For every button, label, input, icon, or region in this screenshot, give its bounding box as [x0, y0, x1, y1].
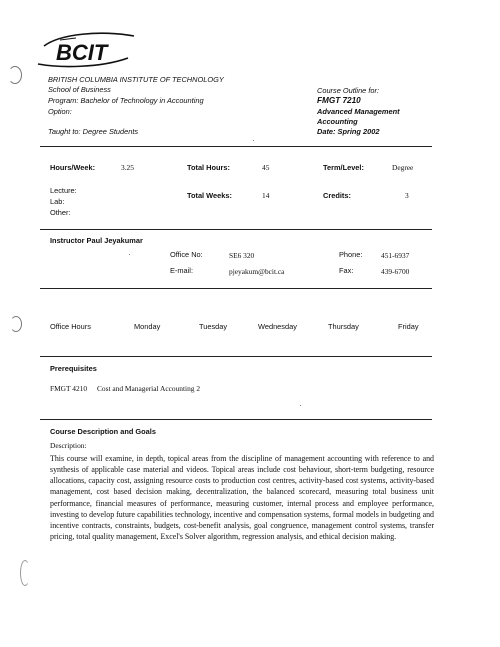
fax-label: Fax: — [339, 266, 354, 275]
email-label: E-mail: — [170, 266, 193, 275]
term-level-label: Term/Level: — [323, 163, 364, 172]
lab-label: Lab: — [50, 197, 65, 206]
svg-text:BCIT: BCIT — [56, 40, 108, 65]
day-tuesday: Tuesday — [199, 322, 228, 331]
course-title-line-1: Advanced Management — [317, 107, 400, 116]
prerequisites-heading: Prerequisites — [50, 364, 97, 373]
course-title-line-2: Accounting — [317, 117, 358, 126]
divider — [40, 356, 432, 357]
prerequisite-title: Cost and Managerial Accounting 2 — [97, 384, 201, 393]
total-weeks-label: Total Weeks: — [187, 191, 232, 200]
taught-to: Taught to: Degree Students — [48, 127, 139, 136]
course-description-heading: Course Description and Goals — [50, 427, 156, 436]
option-label: Option: — [48, 107, 72, 116]
total-hours-value: 45 — [262, 163, 270, 172]
punch-hole-top — [8, 66, 22, 84]
description-subheading: Description: — [50, 441, 87, 450]
day-friday: Friday — [398, 322, 419, 331]
lecture-label: Lecture: — [50, 186, 77, 195]
scan-speck — [300, 405, 301, 406]
institute-name: BRITISH COLUMBIA INSTITUTE OF TECHNOLOGY — [48, 75, 224, 84]
prerequisite-code: FMGT 4210 — [50, 384, 88, 393]
divider — [40, 288, 432, 289]
divider — [40, 419, 432, 420]
program-name: Program: Bachelor of Technology in Accounting — [48, 96, 204, 105]
total-weeks-value: 14 — [262, 191, 270, 200]
course-date: Date: Spring 2002 — [317, 127, 380, 136]
divider — [40, 146, 432, 147]
punch-hole-middle — [10, 316, 22, 332]
scan-speck — [129, 254, 130, 255]
term-level-value: Degree — [392, 163, 414, 172]
phone-label: Phone: — [339, 250, 363, 259]
other-label: Other: — [50, 208, 71, 217]
office-label: Office No: — [170, 250, 203, 259]
instructor-label: Instructor Paul Jeyakumar — [50, 236, 143, 245]
credits-value: 3 — [405, 191, 409, 200]
email-value[interactable]: pjeyakum@bcit.ca — [229, 267, 285, 276]
school-name: School of Business — [48, 85, 111, 94]
day-monday: Monday — [134, 322, 161, 331]
fax-value: 439-6700 — [381, 267, 410, 276]
hours-week-value: 3.25 — [121, 163, 134, 172]
scan-speck — [253, 140, 254, 141]
phone-value: 451-6937 — [381, 251, 410, 260]
punch-hole-bottom — [20, 560, 30, 586]
credits-label: Credits: — [323, 191, 351, 200]
outline-label: Course Outline for: — [317, 86, 380, 95]
hours-week-label: Hours/Week: — [50, 163, 96, 172]
day-thursday: Thursday — [328, 322, 359, 331]
total-hours-label: Total Hours: — [187, 163, 230, 172]
office-value: SE6 320 — [229, 251, 255, 260]
day-wednesday: Wednesday — [258, 322, 297, 331]
office-hours-label: Office Hours — [50, 322, 91, 331]
divider — [40, 229, 432, 230]
bcit-logo — [30, 28, 140, 70]
description-body: This course will examine, in depth, topical areas from the discipline of management accounting with reference to and synthesis of applicable case material and videos. Topical areas include cost behaviour, short-term budgeting, resource allocations, capacity cost, assigning resource costs to production cost centres, activity-based cost systems, activity-based management, cost based decision making, decentralization, the balanced scorecard, measuring total business unit performance, financial measures of performance, measuring customer, internal process and employee performance, investing to develop future capabilities technology, incentive and compensation systems, formal models in budgeting and incentive contracts, constraints, budgets, cost-benefit analysis, goal congruence, management control systems, transfer pricing, total quality management, Excel's Solver algorithm, regression analysis, and ethical decision making. — [50, 454, 434, 542]
course-code: FMGT 7210 — [317, 96, 361, 105]
